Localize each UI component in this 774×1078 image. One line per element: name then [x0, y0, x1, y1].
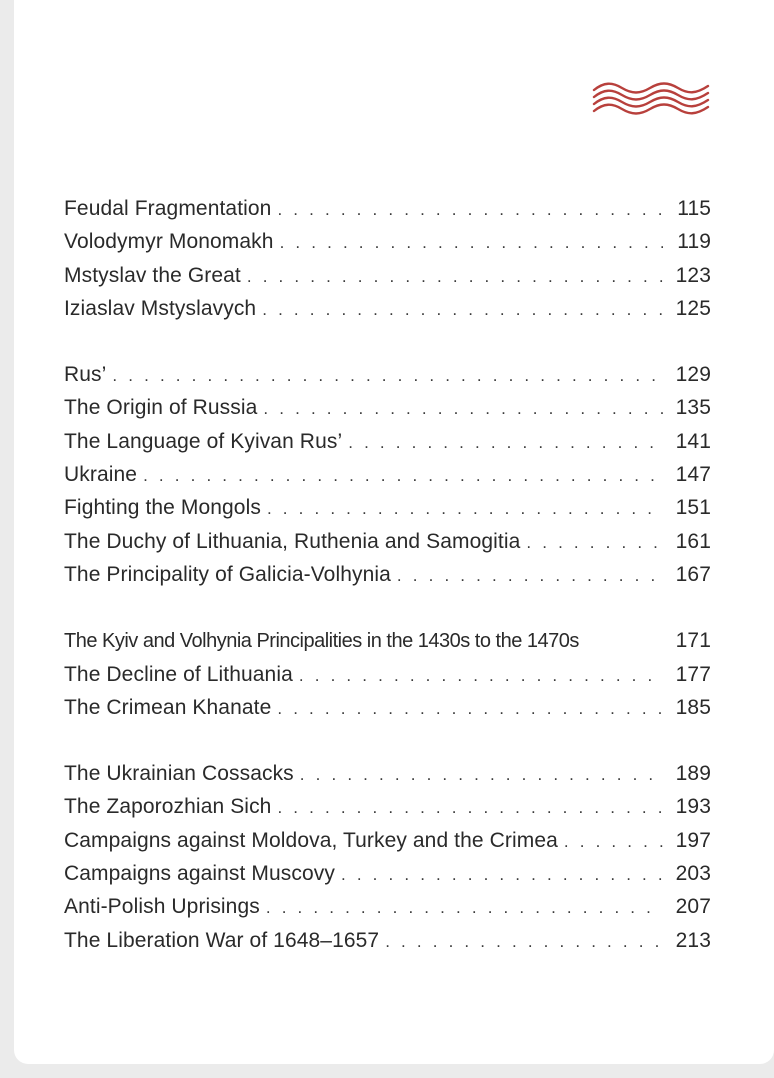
toc-entry-title: The Language of Kyivan Rus’ [64, 429, 343, 453]
toc-entry-title: Campaigns against Muscovy [64, 862, 335, 886]
dot-leader [280, 233, 663, 253]
toc-entry-page: 193 [675, 795, 711, 819]
dot-leader [397, 566, 663, 586]
toc-entry-title: The Zaporozhian Sich [64, 795, 272, 819]
toc-entry[interactable] [64, 762, 711, 795]
dot-leader [526, 533, 663, 553]
toc-entry-title: The Ukrainian Cossacks [64, 762, 294, 786]
toc-entry-page: 177 [675, 662, 711, 686]
toc-entry-title: The Principality of Galicia-Volhynia [64, 562, 391, 586]
toc-entry-page: 185 [675, 695, 711, 719]
toc-group [64, 197, 711, 330]
toc-entry[interactable] [64, 430, 711, 463]
table-of-contents [64, 197, 711, 962]
toc-entry[interactable] [64, 663, 711, 696]
toc-entry-page: 197 [675, 828, 711, 852]
toc-entry-page: 203 [675, 862, 711, 886]
toc-entry[interactable] [64, 496, 711, 529]
dot-leader [385, 932, 663, 952]
toc-entry-page: 151 [675, 496, 711, 520]
toc-entry[interactable] [64, 197, 711, 230]
toc-entry-page: 207 [675, 895, 711, 919]
toc-entry[interactable] [64, 396, 711, 429]
dot-leader [348, 433, 663, 453]
toc-entry-title: The Duchy of Lithuania, Ruthenia and Samogitia [64, 529, 521, 553]
dot-leader [263, 399, 663, 419]
toc-entry-title: Campaigns against Moldova, Turkey and the Crimea [64, 828, 558, 852]
toc-entry-title: Volodymyr Monomakh [64, 230, 274, 254]
toc-entry-title: Fighting the Mongols [64, 496, 261, 520]
dot-leader [299, 666, 663, 686]
toc-entry-page: 135 [675, 396, 711, 420]
toc-entry-title: The Crimean Khanate [64, 695, 272, 719]
dot-leader [247, 267, 663, 287]
dot-leader [300, 765, 663, 785]
toc-entry[interactable] [64, 829, 711, 862]
toc-group [64, 629, 711, 729]
toc-entry-page: 129 [675, 363, 711, 387]
toc-entry-title: Anti-Polish Uprisings [64, 895, 260, 919]
toc-entry-title: The Origin of Russia [64, 396, 258, 420]
toc-entry-page: 213 [675, 928, 711, 952]
book-page [14, 0, 774, 1064]
dot-leader [266, 898, 663, 918]
toc-entry-title: Iziaslav Mstyslavych [64, 296, 257, 320]
toc-entry-title: Ukraine [64, 463, 138, 487]
toc-entry[interactable] [64, 363, 711, 396]
dot-leader [277, 200, 663, 220]
dot-leader [143, 466, 663, 486]
toc-entry-page: 115 [677, 197, 711, 220]
dot-leader [262, 300, 663, 320]
toc-entry[interactable] [64, 696, 711, 729]
toc-entry-page: 189 [675, 762, 711, 786]
toc-entry-title: Feudal Fragmentation [64, 197, 272, 220]
toc-entry[interactable] [64, 795, 711, 828]
toc-entry-page: 167 [675, 562, 711, 586]
toc-entry[interactable] [64, 563, 711, 596]
toc-entry-title: The Liberation War of 1648–1657 [64, 928, 380, 952]
toc-group [64, 363, 711, 596]
toc-entry[interactable] [64, 230, 711, 263]
dot-leader [112, 366, 663, 386]
dot-leader [277, 798, 663, 818]
toc-entry-title: The Decline of Lithuania [64, 662, 293, 686]
toc-entry-page: 125 [675, 296, 711, 320]
toc-entry-title: Rus’ [64, 363, 107, 387]
toc-group [64, 762, 711, 962]
toc-entry[interactable] [64, 297, 711, 330]
toc-entry[interactable] [64, 929, 711, 962]
toc-entry[interactable] [64, 895, 711, 928]
toc-entry-title: The Kyiv and Volhynia Principalities in the 1430s to the 1470s [64, 630, 579, 653]
toc-entry-page: 171 [675, 629, 711, 653]
toc-entry-page: 119 [677, 230, 711, 254]
toc-entry-title: Mstyslav the Great [64, 263, 241, 287]
wave-ornament-icon [590, 80, 712, 120]
toc-entry-page: 141 [675, 429, 711, 453]
toc-entry[interactable] [64, 264, 711, 297]
toc-entry[interactable] [64, 463, 711, 496]
toc-entry-page: 147 [675, 463, 711, 487]
dot-leader [341, 865, 663, 885]
toc-entry-page: 123 [675, 263, 711, 287]
dot-leader [277, 699, 663, 719]
toc-entry-page: 161 [675, 529, 711, 553]
dot-leader [267, 499, 663, 519]
toc-entry[interactable] [64, 629, 711, 662]
dot-leader [564, 832, 663, 852]
toc-entry[interactable] [64, 862, 711, 895]
toc-entry[interactable] [64, 530, 711, 563]
